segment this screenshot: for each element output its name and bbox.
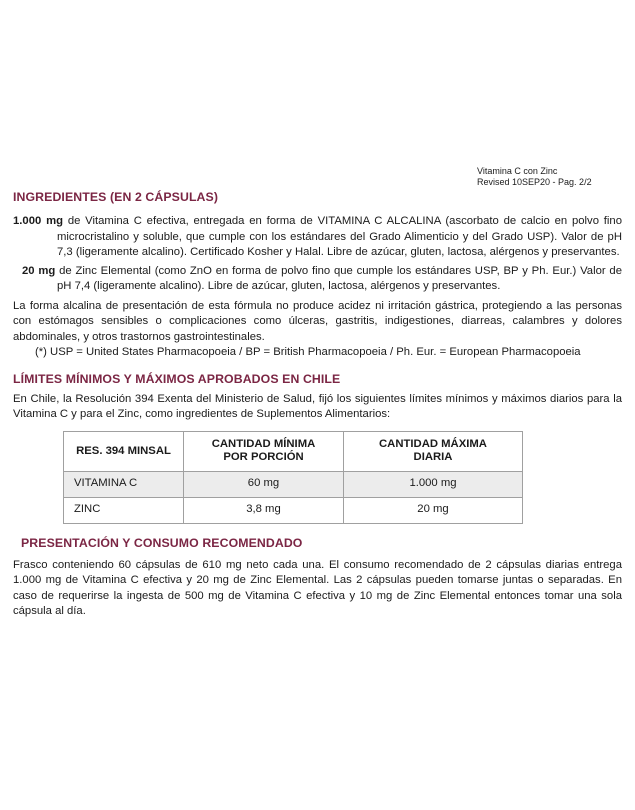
page-header (477, 166, 622, 188)
table-header-row (64, 431, 523, 471)
column-header-cantidad-minima: CANTIDAD MÍNIMA POR PORCIÓN (184, 431, 344, 471)
cell-vitamina-c-name: VITAMINA C (64, 471, 184, 497)
pharmacopoeia-footnote: (*) USP = United States Pharmacopoeia / BP = British Pharmacopoeia / Ph. Eur. = European Pharmacopoeia (35, 346, 581, 358)
ingredient-item-vitamin-c (13, 214, 622, 261)
cell-zinc-max: 20 mg (344, 497, 523, 523)
ingredient-amount-zinc: 20 mg (22, 264, 56, 277)
column-header-cantidad-maxima: CANTIDAD MÁXIMA DIARIA (344, 431, 523, 471)
limits-table (63, 431, 523, 524)
limits-heading: LÍMITES MÍNIMOS Y MÁXIMOS APROBADOS EN CHILE (13, 371, 341, 386)
revision-text: Revised 10SEP20 - Pag. 2/2 (477, 177, 592, 187)
limits-intro: En Chile, la Resolución 394 Exenta del Ministerio de Salud, fijó los siguientes límites mínimos y máximos diarios para la Vitamina C y para el Zinc, como ingredientes de Suplementos Alimentarios: (13, 392, 622, 420)
ingredient-description-zinc: de Zinc Elemental (como ZnO en forma de polvo fino que cumple los estándares USP, BP y Ph. Eur.) Valor de pH 7,4 (ligeramente alcalino). Libre de azúcar, gluten, lactosa, alérgenos y preservantes. (57, 264, 623, 292)
table-row-zinc (64, 497, 523, 523)
ingredient-description-vitamin-c: de Vitamina C efectiva, entregada en forma de VITAMINA C ALCALINA (ascorbato de calcio en polvo fino microcristalino y soluble, que cumple con los estándares del Grado Alimenticio y del Grado USP). Valor de pH 7,3 (ligeramente alcalino). Certificado Kosher y Halal. Libre de azúcar, gluten, lactosa, alérgenos y preservantes. (57, 215, 622, 258)
cell-vitamina-c-max: 1.000 mg (344, 471, 523, 497)
cell-zinc-name: ZINC (64, 497, 184, 523)
cell-vitamina-c-min: 60 mg (184, 471, 344, 497)
ingredients-heading: INGREDIENTES (EN 2 CÁPSULAS) (13, 190, 219, 204)
ingredient-item-zinc (13, 264, 622, 295)
table-row-vitamina-c (64, 471, 523, 497)
product-name: Vitamina C con Zinc (477, 166, 558, 176)
presentation-text: Frasco conteniendo 60 cápsulas de 610 mg neto cada una. El consumo recomendado de 2 cápsulas diarias entrega 1.000 mg de Vitamina C efectiva y 20 mg de Zinc Elemental. Las 2 cápsulas pueden tomarse juntas o separadas. En caso de requerirse la ingesta de 500 mg de Vitamina C efectiva y 10 mg de Zinc Elemental entonces tomar una sola cápsula al día. (13, 558, 622, 617)
cell-zinc-min: 3,8 mg (184, 497, 344, 523)
column-header-res-394-minsal: RES. 394 MINSAL (64, 431, 184, 471)
presentation-heading: PRESENTACIÓN Y CONSUMO RECOMENDADO (21, 535, 303, 550)
ingredient-amount-vitamin-c: 1.000 mg (13, 215, 64, 227)
alkaline-form-note: La forma alcalina de presentación de esta fórmula no produce acidez ni irritación gástrica, protegiendo a las personas con estómagos sensibles o complicaciones como úlceras, gastritis, indigestiones, diarreas, calambres y dolores abdominales, y otros trastornos gastrointestinales. (13, 299, 622, 343)
